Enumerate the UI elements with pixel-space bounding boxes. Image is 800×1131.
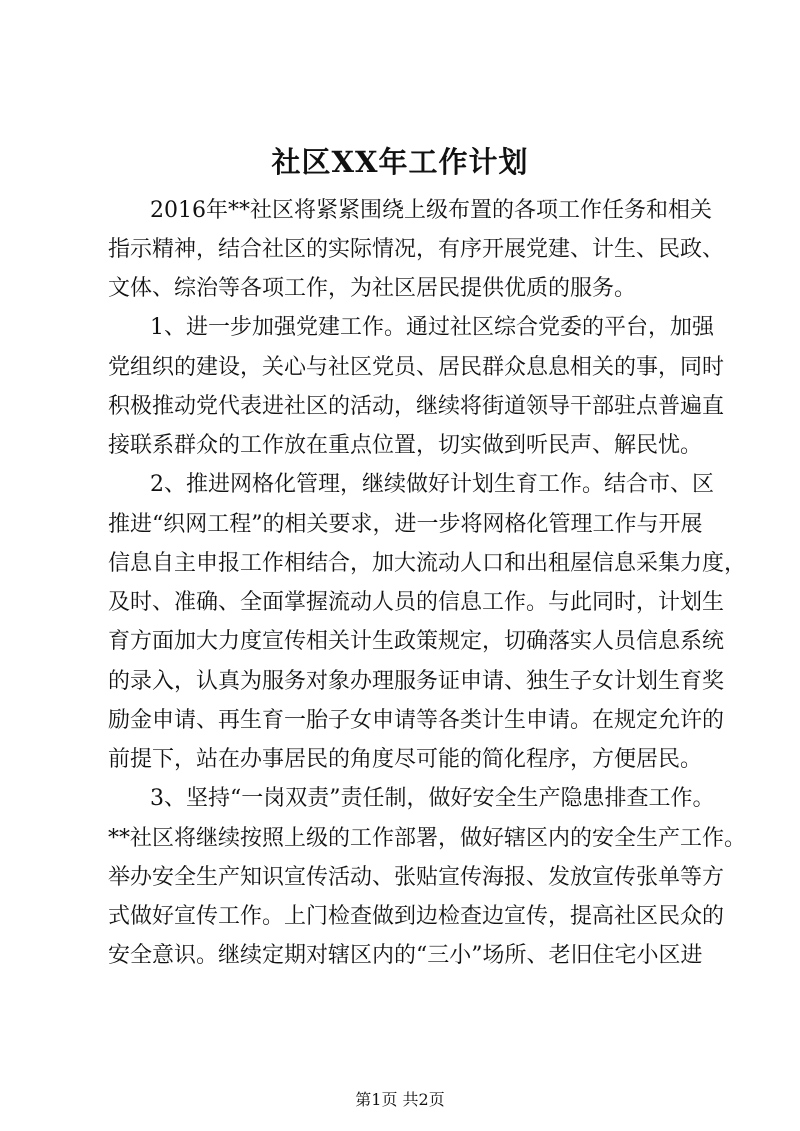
text-line: 接联系群众的工作放在重点位置，切实做到听民声、解民忧。 bbox=[108, 433, 703, 458]
text-line: 党组织的建设，关心与社区党员、居民群众息息相关的事，同时 bbox=[108, 355, 725, 380]
text-line: 2016年**社区将紧紧围绕上级布置的各项工作任务和相关 bbox=[150, 198, 712, 223]
text-line: 举办安全生产知识宣传活动、张贴宣传海报、发放宣传张单等方 bbox=[108, 865, 725, 890]
text-line: 前提下，站在办事居民的角度尽可能的简化程序，方便居民。 bbox=[108, 747, 703, 772]
text-line: 3、坚持“一岗双责”责任制，做好安全生产隐患排查工作。 bbox=[150, 786, 715, 811]
text-line: 文体、综治等各项工作，为社区居民提供优质的服务。 bbox=[108, 276, 637, 301]
text-line: 及时、准确、全面掌握流动人员的信息工作。与此同时，计划生 bbox=[108, 590, 725, 615]
text-line: 积极推动党代表进社区的活动，继续将街道领导干部驻点普遍直 bbox=[108, 394, 725, 419]
text-line: 式做好宣传工作。上门检查做到边检查边宣传，提高社区民众的 bbox=[108, 904, 725, 929]
text-line: 2、推进网格化管理，继续做好计划生育工作。结合市、区 bbox=[150, 472, 714, 497]
text-line: **社区将继续按照上级的工作部署，做好辖区内的安全生产工作。 bbox=[108, 826, 747, 851]
text-line: 指示精神，结合社区的实际情况，有序开展党建、计生、民政、 bbox=[108, 237, 725, 262]
text-line: 育方面加大力度宣传相关计生政策规定，切确落实人员信息系统 bbox=[108, 629, 725, 654]
text-line: 安全意识。继续定期对辖区内的“三小”场所、老旧住宅小区进 bbox=[108, 943, 703, 968]
document-title: 社区XX年工作计划 bbox=[271, 145, 529, 179]
text-line: 推进“织网工程”的相关要求，进一步将网格化管理工作与开展 bbox=[108, 512, 703, 537]
text-line: 励金申请、再生育一胎子女申请等各类计生申请。在规定允许的 bbox=[108, 708, 725, 733]
page-number-footer: 第1页 共2页 bbox=[355, 1090, 445, 1109]
text-line: 的录入，认真为服务对象办理服务证申请、独生子女计划生育奖 bbox=[108, 669, 725, 694]
text-line: 1、进一步加强党建工作。通过社区综合党委的平台，加强 bbox=[150, 315, 714, 340]
text-line: 信息自主申报工作相结合，加大流动人口和出租屋信息采集力度， bbox=[108, 551, 747, 576]
